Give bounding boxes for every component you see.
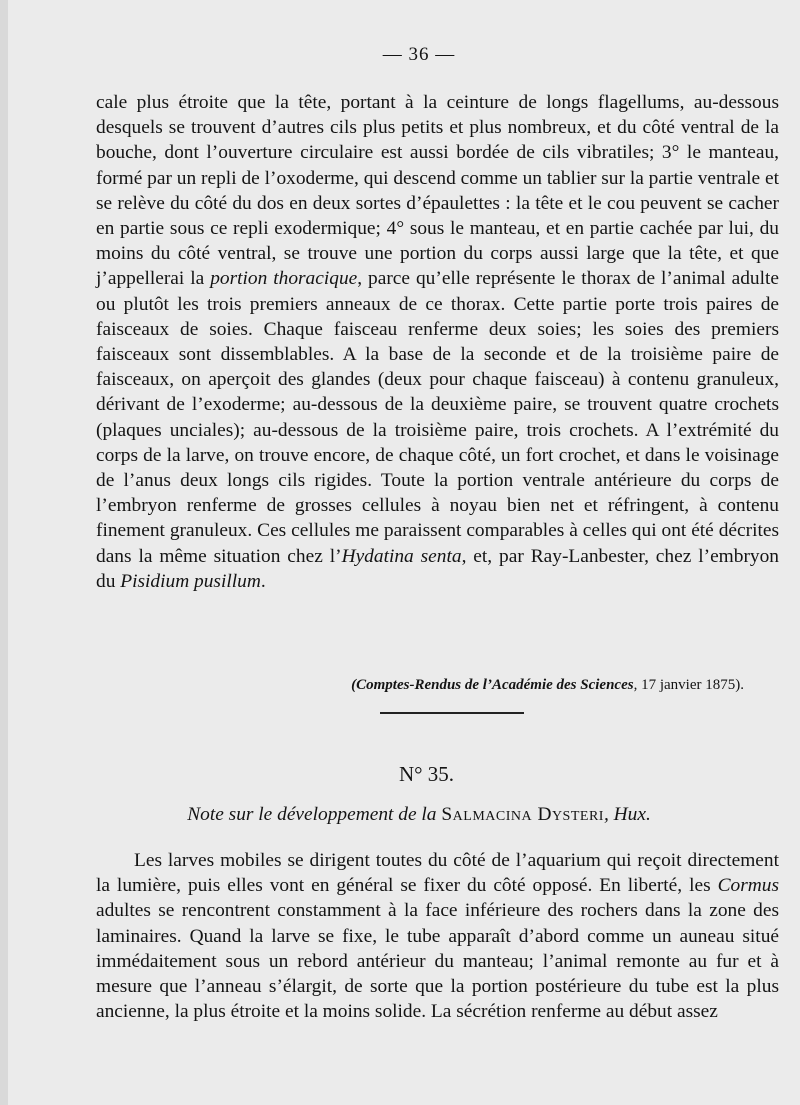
paragraph-text: cale plus étroite que la tête, portant à la ceinture de longs flagellums, au-dessous desquels se trouvent d’autres cils plus petits et plus nombreux, et du côté ventral de la bouche, dont l’ouverture circulaire est aussi bordée de cils vibratiles; 3° le manteau, formé par un repli de l’oxoderme, qui descend comme un tablier sur la partie ventrale et se relève du côté du dos en deux sortes d’épaulettes : la tête et le cou peuvent se cacher en partie sous ce repli exodermique; 4° sous le manteau, et en partie cachée par lui, du moins du côté ventral, se trouve une portion du corps aussi large que la tête, et que j’appellerai la portion thoracique, parce qu’elle représente le thorax de l’animal adulte ou plutôt les trois premiers anneaux de ce thorax. Cette partie porte trois paires de faisceaux de soies. Chaque faisceau renferme deux soies; les soies des premiers faisceaux sont dissemblables. A la base de la seconde et de la troisième paire de faisceaux, on aperçoit des glandes (deux pour chaque faisceau) à contenu granuleux, dérivant de l’exoderme; au-dessous de la deuxième paire, se trouvent quatre crochets (plaques unciales); au-dessous de la troisième paire, trois crochets. A l’extrémité du corps de la larve, on trouve encore, de chaque côté, un fort crochet, et dans le voisinage de l’anus deux longs cils rigides. Toute la portion ventrale antérieure du corps de l’embryon renferme de grosses cellules à noyau bien net et réfringent, à contenu finement granuleux. Ces cellules me paraissent comparables à celles qui ont été décrites dans la même situation chez l’Hydatina senta, et, par Ray-Lanbester, chez l’embryon du Pisidium pusillum. bbox=[96, 92, 779, 592]
citation-date: , 17 janvier 1875 bbox=[633, 677, 736, 693]
citation: (Comptes-Rendus de l’Académie des Sciences, 17 janvier 1875). bbox=[351, 677, 744, 693]
section-divider bbox=[380, 712, 524, 714]
document-page bbox=[8, 0, 800, 1105]
citation-source: Comptes-Rendus de l’Académie des Sciences bbox=[356, 677, 634, 693]
paragraph-new-section bbox=[96, 848, 779, 1024]
paragraph-text: Les larves mobiles se dirigent toutes du côté de l’aquarium qui reçoit directement la lumière, puis elles vont en général se fixer du côté opposé. En liberté, les Cormus adultes se rencontrent constamment à la face inférieure des rochers dans la zone des laminaires. Quand la larve se fixe, le tube apparaît d’abord comme un auneau situé immédaitement sous un rebord antérieur du manteau; l’animal remonte au fur et à mesure que l’anneau s’élargit, de sorte que la portion postérieure du tube est la plus ancienne, la plus étroite et la moins solide. La sécrétion renferme au début assez bbox=[96, 850, 779, 1023]
italic-term: Cormus bbox=[717, 875, 779, 897]
paragraph-continuation bbox=[96, 90, 779, 594]
page-number: — 36 — bbox=[382, 44, 456, 65]
note-number: N° 35. bbox=[398, 762, 455, 786]
italic-term: portion thoracique bbox=[210, 268, 358, 290]
genus-name: Salmacina Dysteri bbox=[441, 804, 604, 825]
note-title: Note sur le développement de la Salmacina Dysteri, Hux. bbox=[187, 804, 651, 825]
italic-term: Hydatina senta bbox=[341, 545, 462, 567]
italic-term: Pisidium pusillum bbox=[120, 570, 261, 592]
